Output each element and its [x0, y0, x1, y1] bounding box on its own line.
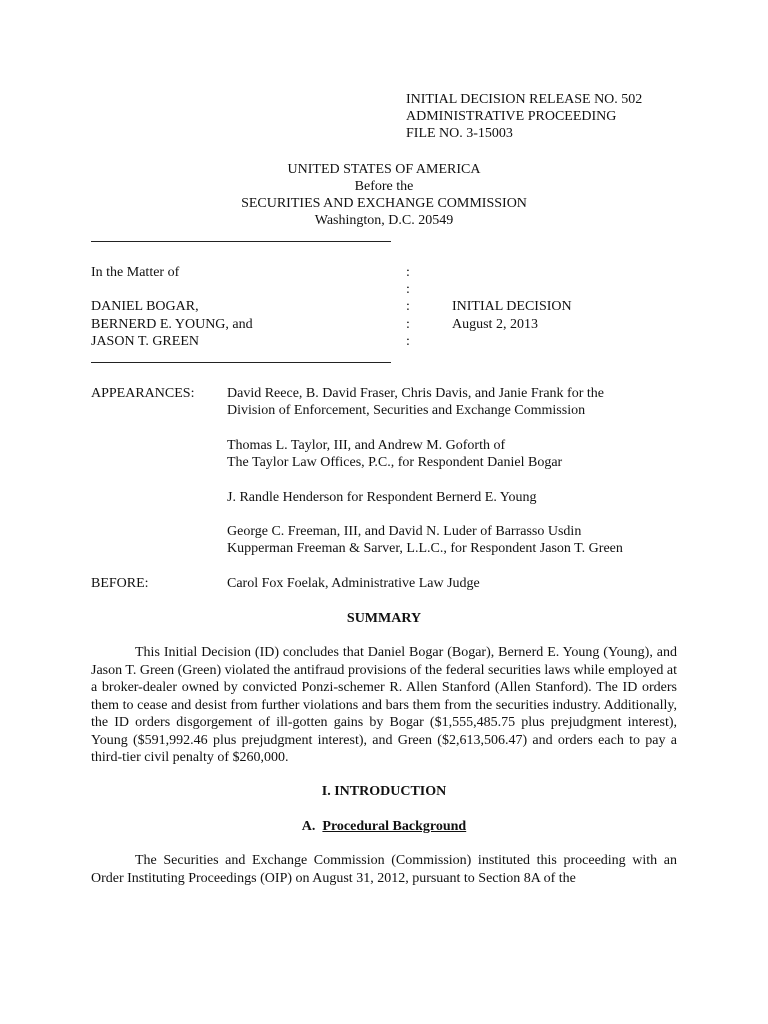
- court-location: Washington, D.C. 20549: [314, 213, 454, 228]
- appearances-label: APPEARANCES:: [91, 386, 195, 401]
- appearance-line: David Reece, B. David Fraser, Chris Davis, and Janie Frank for the: [227, 386, 604, 401]
- caption-colon: :: [406, 299, 410, 314]
- judge-name: Carol Fox Foelak, Administrative Law Judge: [227, 576, 480, 591]
- appearance-line: J. Randle Henderson for Respondent Bernerd E. Young: [227, 490, 537, 505]
- in-the-matter: In the Matter of: [91, 265, 180, 280]
- respondent-1: DANIEL BOGAR,: [91, 299, 199, 314]
- court-before: Before the: [354, 179, 414, 194]
- summary-heading: SUMMARY: [346, 611, 422, 626]
- subsection-title: Procedural Background: [322, 819, 467, 834]
- subsection-letter: A.: [301, 819, 316, 834]
- decision-date: August 2, 2013: [452, 317, 538, 332]
- court-country: UNITED STATES OF AMERICA: [287, 162, 481, 177]
- appearance-line: Kupperman Freeman & Sarver, L.L.C., for Respondent Jason T. Green: [227, 541, 623, 556]
- document-type: INITIAL DECISION: [452, 299, 572, 314]
- before-label: BEFORE:: [91, 576, 149, 591]
- appearance-line: Thomas L. Taylor, III, and Andrew M. Goforth of: [227, 438, 506, 453]
- respondent-3: JASON T. GREEN: [91, 334, 199, 349]
- caption-top-rule: [91, 241, 391, 242]
- release-number: INITIAL DECISION RELEASE NO. 502: [406, 92, 643, 107]
- summary-paragraph: This Initial Decision (ID) concludes that Daniel Bogar (Bogar), Bernerd E. Young (Young), and Jason T. Green (Green) violated the antifraud provisions of the federal securities laws while employed at a broker-dealer owned by convicted Ponzi-schemer R. Allen Stanford (Allen Stanford). The ID orders them to cease and desist from further violations and bars them from the securities industry. Additionally, the ID orders disgorgement of ill-gotten gains by Bogar ($1,555,485.75 plus prejudgment interest), Young ($591,992.46 plus prejudgment interest), and Green ($2,613,506.47) and orders each to pay a third-tier civil penalty of $260,000.: [91, 645, 677, 765]
- file-number: FILE NO. 3-15003: [406, 126, 513, 141]
- caption-colon: :: [406, 265, 410, 280]
- appearance-line: George C. Freeman, III, and David N. Luder of Barrasso Usdin: [227, 524, 582, 539]
- procedural-background-heading: [0, 818, 768, 836]
- appearance-line: Division of Enforcement, Securities and Exchange Commission: [227, 403, 586, 418]
- proceeding-type: ADMINISTRATIVE PROCEEDING: [406, 109, 617, 124]
- caption-colon: :: [406, 334, 410, 349]
- caption-colon: :: [406, 317, 410, 332]
- introduction-paragraph: The Securities and Exchange Commission (Commission) instituted this proceeding with an Order Instituting Proceedings (OIP) on August 31, 2012, pursuant to Section 8A of the: [91, 853, 677, 886]
- introduction-heading: I. INTRODUCTION: [321, 784, 447, 799]
- court-commission: SECURITIES AND EXCHANGE COMMISSION: [241, 196, 527, 211]
- appearance-line: The Taylor Law Offices, P.C., for Respondent Daniel Bogar: [227, 455, 563, 470]
- caption-colon: :: [406, 282, 410, 297]
- respondent-2: BERNERD E. YOUNG, and: [91, 317, 253, 332]
- caption-bottom-rule: [91, 362, 391, 363]
